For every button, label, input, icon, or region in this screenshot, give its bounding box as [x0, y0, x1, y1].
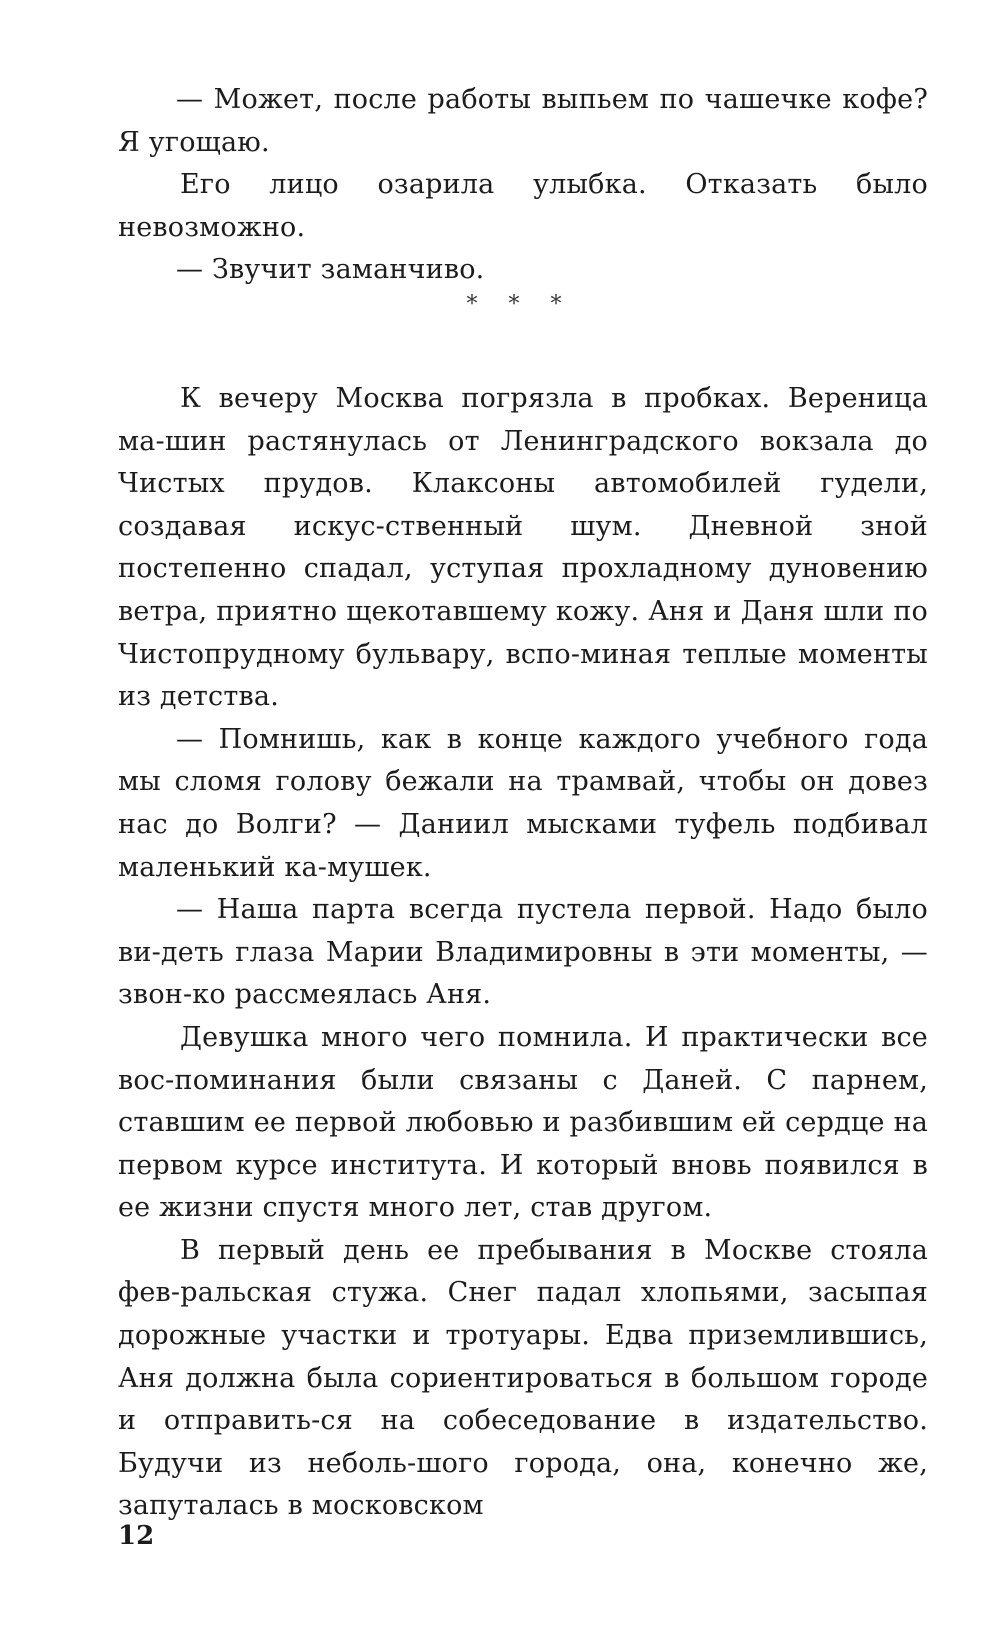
paragraph-dialogue-tempting: — Звучит заманчиво.	[176, 254, 485, 286]
text-block-main	[118, 378, 928, 1528]
paragraph-dialogue-desk: — Наша парта всегда пустела первой. Надо было ви-деть глаза Марии Владимировны в эти моменты, — звон-ко рассмеялась Аня.	[118, 894, 928, 1011]
paragraph-first-day: В первый день ее пребывания в Москве стояла фев-ральская стужа. Снег падал хлопьями, засыпая дорожные участки и тротуары. Едва приземлившись, Аня должна была сориентироваться в большом городе и отправить-ся на собеседование в издательство. Будучи из неболь-шого города, она, конечно же, запуталась в московском	[118, 1234, 928, 1522]
page-number: 12	[118, 1521, 155, 1551]
paragraph-moscow-evening: К вечеру Москва погрязла в пробках. Вереница ма-шин растянулась от Ленинградского вокзала до Чистых прудов. Клаксоны автомобилей гудели, создавая искус-ственный шум. Дневной зной постепенно спадал, уступая прохладному дуновению ветра, приятно щекотавшему кожу. Аня и Даня шли по Чистопрудному бульвару, вспо-миная теплые моменты из детства.	[118, 383, 928, 713]
scene-break-asterisks: * * *	[466, 292, 574, 317]
paragraph-dialogue-coffee: — Может, после работы выпьем по чашечке кофе? Я угощаю.	[118, 84, 928, 158]
paragraph-dialogue-remember: — Помнишь, как в конце каждого учебного года мы сломя голову бежали на трамвай, чтобы он довез нас до Волги? — Даниил мысками туфель подбивал маленький ка-мушек.	[118, 723, 928, 883]
paragraph-smile: Его лицо озарила улыбка. Отказать было невозможно.	[118, 169, 928, 243]
text-block-top	[118, 79, 928, 292]
paragraph-memories: Девушка много чего помнила. И практически все вос-поминания были связаны с Даней. С парнем, ставшим ее первой любовью и разбившим ей сердце на первом курсе института. И который вновь появился в ее жизни спустя много лет, став другом.	[118, 1021, 928, 1224]
